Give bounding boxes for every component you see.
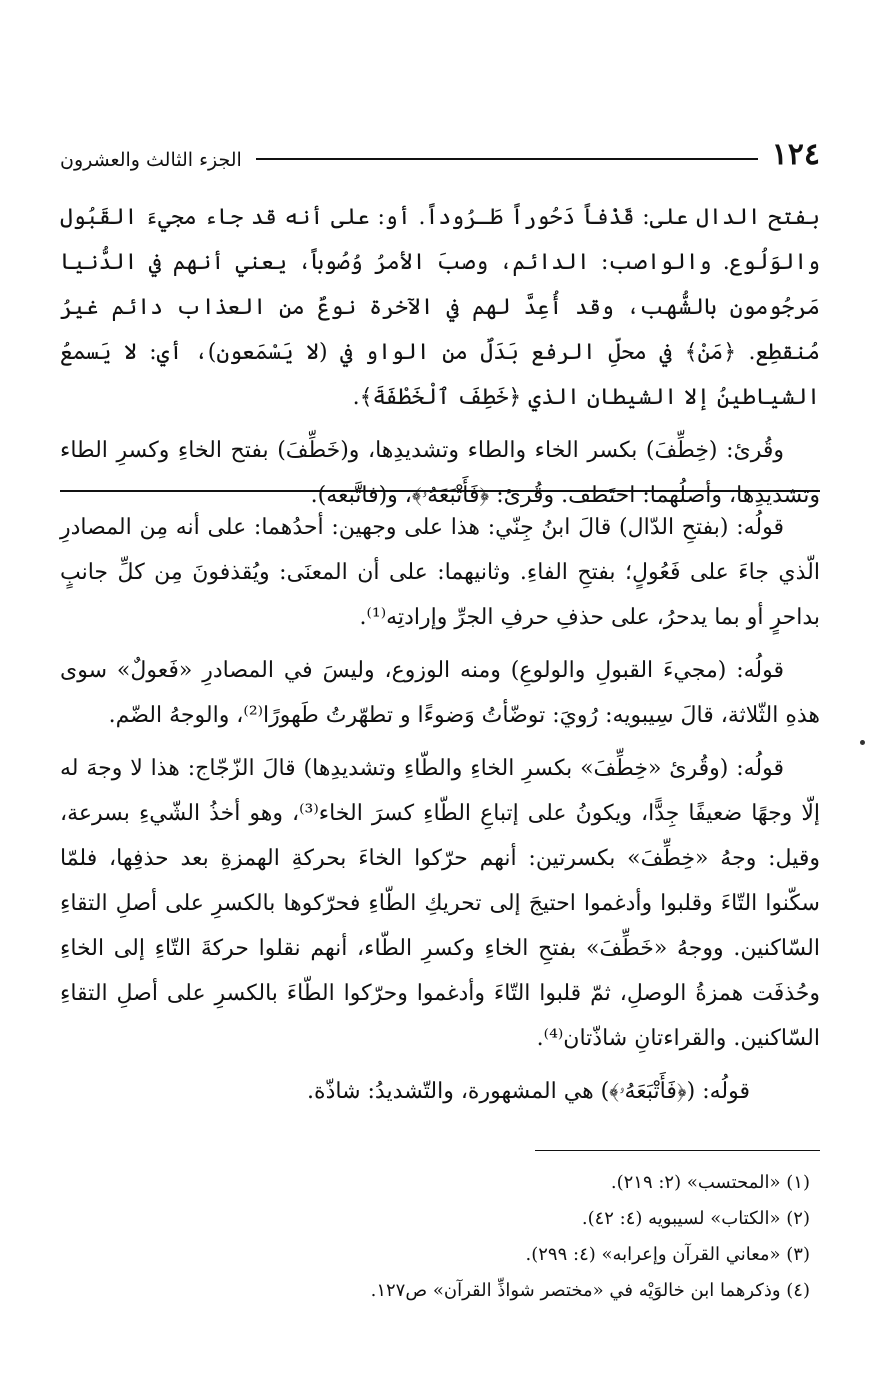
page-header: [60, 130, 820, 170]
commentary-paragraph: قولُه: (﴿فَأَتْبَعَهُۥ﴾) هي المشهورة، والتّشديدُ: شاذّة.: [307, 1079, 750, 1104]
commentary-text: [60, 505, 820, 1114]
footnotes: [60, 1165, 820, 1309]
footnote-rule: [535, 1150, 820, 1151]
running-title: الجزء الثالث والعشرون: [60, 149, 242, 171]
footnote: (١) «المحتسب» (٢: ٢١٩).: [610, 1172, 810, 1193]
footnote: (٢) «الكتاب» لسيبويه (٤: ٤٢).: [581, 1208, 810, 1229]
main-paragraph: وقُرئ: (خِطِّفَ) بكسر الخاء والطاء وتشديدِها، و(خَطِّفَ) بفتح الخاءِ وكسرِ الطاء وتشديدِها، وأصلُهما: اختَطف. وقُرئ: ﴿فَأَتْبَعَهُۥ﴾، و(فاتَّبعه).: [60, 438, 820, 508]
scan-speck: [860, 740, 865, 745]
main-text: [60, 195, 820, 518]
main-paragraph: بفتح الدال على: قَذْفاً دَحُوراً طَـرُوداً. أو: على أنه قد جاء مجيءَ القَبُول والوَلُوع. والواصب: الدائم، وصبَ الأمرُ وُصُوباً، يعني أنهم في الدُّنيا مَرجُومون بالشُّهب، وقد أُعِدَّ لهم في الآخرة نوعٌ من العذاب دائم غيرُ مُنقطِع. ﴿مَنْ﴾ في محلِّ الرفع بَدَلٌ من الواو في (لا يَسْمَعون)، أي: لا يَسمعُ الشياطينُ إلا الشيطان الذي ﴿خَطِفَ ٱلْخَطْفَةَ﴾.: [60, 205, 820, 410]
commentary-paragraph: قولُه: (بفتحِ الدّال) قالَ ابنُ جِنّي: هذا على وجهين: أحدُهما: على أنه مِن المصادرِ الّذي جاءَ على فَعُولٍ؛ بفتحِ الفاءِ. وثانيهما: على أن المعنَى: ويُقذفونَ مِن كلِّ جانبٍ بداحرٍ أو بما يدحرُ، على حذفِ حرفِ الجرِّ وإرادتِه⁽¹⁾.: [60, 515, 820, 630]
header-rule: [256, 158, 758, 160]
commentary-paragraph: قولُه: (مجيءَ القبولِ والولوعِ) ومنه الوزوع، وليسَ في المصادرِ «فَعولٌ» سوى هذهِ الثّلاثة، قالَ سِيبويه: رُويَ: توضّأتُ وَضوءًا و تطهّرتُ طَهورًا⁽²⁾، والوجهُ الضّم.: [60, 658, 820, 728]
footnote: (٣) «معاني القرآن وإعرابه» (٤: ٢٩٩).: [525, 1244, 810, 1265]
section-divider: [60, 490, 820, 492]
commentary-paragraph: قولُه: (وقُرئ «خِطِّفَ» بكسرِ الخاءِ والطّاءِ وتشديدِها) قالَ الزّجّاج: هذا لا وجهَ له إلّا وجهًا ضعيفًا جِدًّا، ويكونُ على إتباعِ الطّاءِ كسرَ الخاء⁽³⁾، وهو أخذُ الشّيءِ بسرعة، وقيل: وجهُ «خِطِّفَ» بكسرتين: أنهم حرّكوا الخاءَ بحركةِ الهمزةِ بعد حذفِها، فلمّا سكّنوا التّاءَ وقلبوا وأدغموا احتيجَ إلى تحريكِ الطّاءِ فحرّكوها بالكسرِ على أصلِ التقاءِ السّاكنين. ووجهُ «خَطِّفَ» بفتحِ الخاءِ وكسرِ الطّاء، أنهم نقلوا حركةَ التّاءِ إلى الخاءِ وحُذفَت همزةُ الوصلِ، ثمّ قلبوا التّاءَ وأدغموا وحرّكوا الطّاءَ بالكسرِ على أصلِ التقاءِ السّاكنين. والقراءتانِ شاذّتان⁽⁴⁾.: [60, 756, 820, 1051]
footnote: (٤) وذكرهما ابن خالوَيْه في «مختصر شواذِّ القرآن» ص١٢٧.: [370, 1280, 810, 1301]
page: [60, 0, 820, 1400]
page-number: ١٢٤: [771, 137, 820, 172]
